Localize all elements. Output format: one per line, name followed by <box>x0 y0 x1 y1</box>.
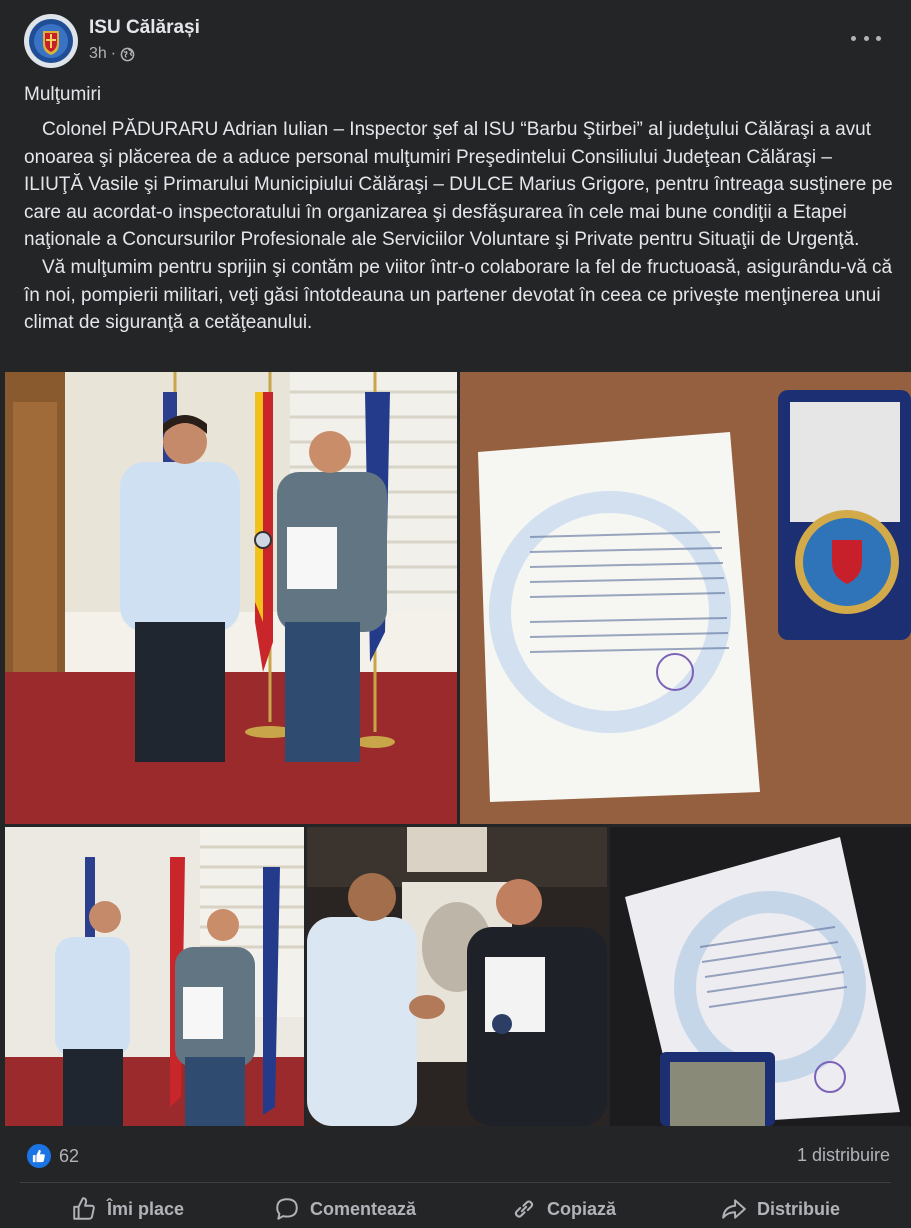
photo-medal-handover[interactable] <box>5 372 457 824</box>
isu-emblem-icon <box>28 18 74 64</box>
comment-button-label: Comentează <box>310 1198 417 1219</box>
share-button[interactable] <box>721 1196 840 1222</box>
post-body <box>24 116 894 337</box>
more-options-button[interactable] <box>851 26 881 50</box>
photo-handshake-office[interactable] <box>5 827 304 1126</box>
like-button-label: Îmi place <box>107 1198 185 1219</box>
share-count[interactable]: 1 distribuire <box>796 1145 890 1165</box>
post-header <box>0 0 911 76</box>
copy-button-label: Copiază <box>547 1198 617 1219</box>
like-button[interactable] <box>71 1196 184 1222</box>
photo-letter-closeup[interactable] <box>610 827 911 1126</box>
globe-icon[interactable] <box>120 47 135 62</box>
thumbs-up-outline-icon <box>71 1196 97 1222</box>
post-time[interactable]: 3h <box>89 45 107 62</box>
photo-image <box>5 827 304 1126</box>
photo-image <box>610 827 911 1126</box>
actions-divider <box>20 1182 891 1183</box>
post-stats <box>0 1134 911 1178</box>
like-count[interactable]: 62 <box>59 1146 80 1166</box>
post-paragraph: Vă mulţumim pentru sprijin şi contăm pe viitor într-o colaborare la fel de fructuoasă, asigurându-vă că în noi, pompierii militari, veţi găsi întotdeauna un partener devotat în ceea ce priveşte menţinerea unui climat de siguranţă a cetăţeanului. <box>24 256 893 334</box>
comment-button[interactable] <box>274 1196 416 1222</box>
more-dot <box>864 36 869 41</box>
post-meta <box>89 45 135 63</box>
thumbs-up-icon <box>27 1144 51 1168</box>
photo-handshake-portrait[interactable] <box>307 827 607 1126</box>
more-horizontal-icon <box>851 36 856 41</box>
share-arrow-icon <box>721 1196 747 1222</box>
post-title: Mulţumiri <box>24 84 102 105</box>
page-avatar[interactable] <box>24 14 78 68</box>
comment-bubble-icon <box>274 1196 300 1222</box>
post-paragraph: Colonel PĂDURARU Adrian Iulian – Inspector şef al ISU “Barbu Ştirbei” al judeţului Călăraşi a avut onoarea şi plăcerea de a aduce personal mulţumiri Preşedintelui Consiliului Judeţean Călăraşi – ILIUŢĂ Vasile şi Primarului Municipiului Călăraşi – DULCE Marius Grigore, pentru întreaga susţinere pe care au acordat-o inspectoratului în organizarea şi desfăşurarea în cele mai bune condiţii a Etapei naţionale a Concursurilor Profesionale ale Serviciilor Voluntare şi Private pentru Situaţii de Urgenţă. <box>24 119 893 251</box>
photo-image <box>5 372 457 824</box>
photo-image <box>307 827 607 1126</box>
page-name-link[interactable]: ISU Călărași <box>89 17 200 38</box>
photo-letter-medal[interactable] <box>460 372 911 824</box>
post-actions-bar <box>0 1188 911 1228</box>
share-button-label: Distribuie <box>757 1198 841 1219</box>
copy-button[interactable] <box>511 1196 616 1222</box>
more-dot <box>876 36 881 41</box>
link-icon <box>511 1196 537 1222</box>
meta-separator: · <box>110 45 117 62</box>
photo-image <box>460 372 911 824</box>
